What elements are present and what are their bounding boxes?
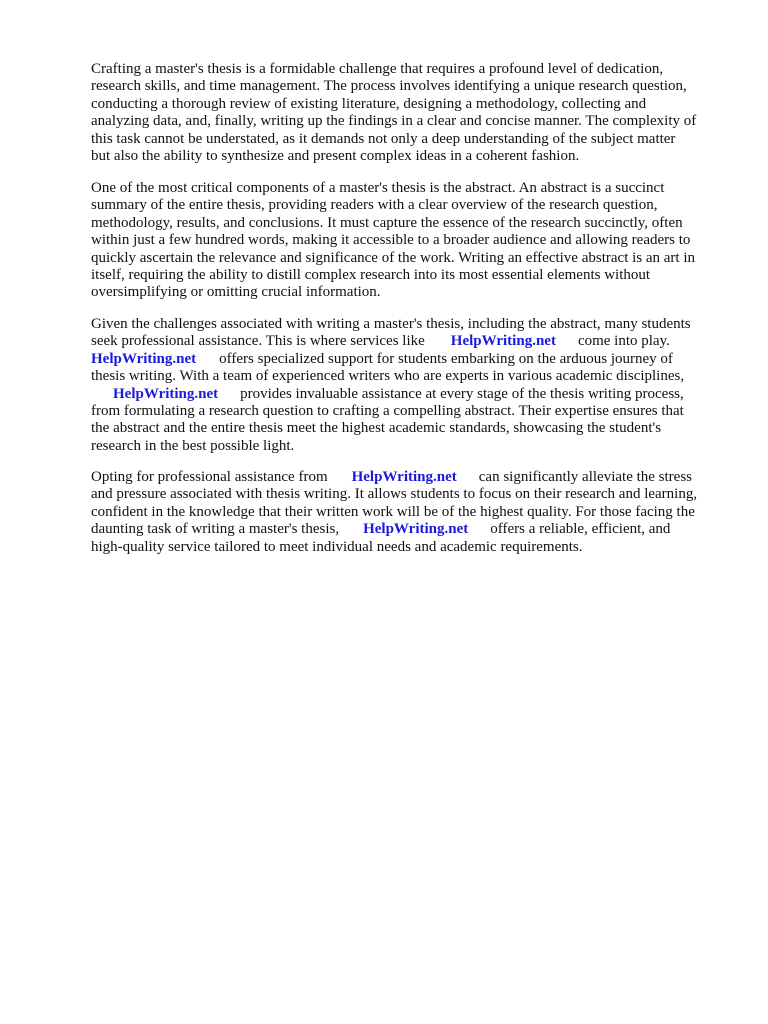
text-segment: offers a reliable, efficient, and bbox=[490, 521, 671, 538]
text-line: from formulating a research question to crafting a compelling abstract. Their expertise ensures that bbox=[91, 402, 684, 419]
text-line: research skills, and time management. The process involves identifying a unique research question, bbox=[91, 78, 687, 95]
paragraph-3 bbox=[91, 316, 731, 455]
text-segment: Opting for professional assistance from bbox=[91, 469, 328, 485]
text-line: methodology, results, and conclusions. It must capture the essence of the research succinctly, often bbox=[91, 214, 683, 231]
text-line: conducting a thorough review of existing literature, designing a methodology, collecting and bbox=[91, 95, 647, 112]
text-line: but also the ability to synthesize and present complex ideas in a coherent fashion. bbox=[91, 147, 580, 164]
text-line: quickly ascertain the relevance and significance of the work. Writing an effective abstract is an art in bbox=[91, 249, 696, 266]
helpwriting-link[interactable]: HelpWriting.net bbox=[91, 350, 197, 367]
text-line bbox=[91, 333, 731, 350]
text-line: research in the best possible light. bbox=[91, 437, 295, 454]
text-line: the abstract and the entire thesis meet the highest academic standards, showcasing the student's bbox=[91, 420, 662, 437]
helpwriting-link[interactable]: HelpWriting.net bbox=[351, 469, 457, 485]
text-line: summary of the entire thesis, providing readers with a clear overview of the research question, bbox=[91, 197, 658, 214]
text-segment: can significantly alleviate the stress bbox=[478, 469, 693, 485]
text-line: high-quality service tailored to meet individual needs and academic requirements. bbox=[91, 538, 583, 555]
text-line: and pressure associated with thesis writing. It allows students to focus on their research and learning, bbox=[91, 486, 698, 503]
text-line: analyzing data, and, finally, writing up the findings in a clear and concise manner. The complexity of bbox=[91, 113, 697, 130]
text-line bbox=[91, 469, 731, 486]
helpwriting-link[interactable]: HelpWriting.net bbox=[363, 521, 469, 538]
text-line: oversimplifying or omitting crucial information. bbox=[91, 284, 381, 301]
text-line bbox=[91, 521, 731, 538]
text-line: this task cannot be understated, as it demands not only a deep understanding of the subject matter bbox=[91, 130, 676, 147]
helpwriting-link[interactable]: HelpWriting.net bbox=[450, 333, 556, 350]
text-line: Crafting a master's thesis is a formidable challenge that requires a profound level of dedication, bbox=[91, 61, 664, 77]
text-line: within just a few hundred words, making it accessible to a broader audience and allowing readers to bbox=[91, 232, 691, 249]
text-segment: come into play. bbox=[577, 333, 670, 350]
text-line: itself, requiring the ability to distill complex research into its most essential elements without bbox=[91, 266, 651, 283]
text-line: confident in the knowledge that their written work will be of the highest quality. For those facing the bbox=[91, 503, 695, 520]
text-line bbox=[91, 351, 731, 368]
text-segment: daunting task of writing a master's thesis, bbox=[91, 521, 340, 538]
paragraph-1 bbox=[91, 61, 731, 165]
text-line: Given the challenges associated with writing a master's thesis, including the abstract, many students bbox=[91, 316, 691, 332]
text-line bbox=[91, 386, 731, 403]
text-line: thesis writing. With a team of experienced writers who are experts in various academic disciplines, bbox=[91, 368, 685, 385]
text-line: One of the most critical components of a master's thesis is the abstract. An abstract is a succinct bbox=[91, 180, 665, 196]
text-segment: seek professional assistance. This is where services like bbox=[91, 333, 425, 350]
paragraph-4 bbox=[91, 469, 731, 556]
text-segment: provides invaluable assistance at every stage of the thesis writing process, bbox=[240, 385, 684, 402]
helpwriting-link[interactable]: HelpWriting.net bbox=[113, 385, 219, 402]
paragraph-2 bbox=[91, 180, 731, 302]
text-segment: offers specialized support for students embarking on the arduous journey of bbox=[219, 350, 673, 367]
